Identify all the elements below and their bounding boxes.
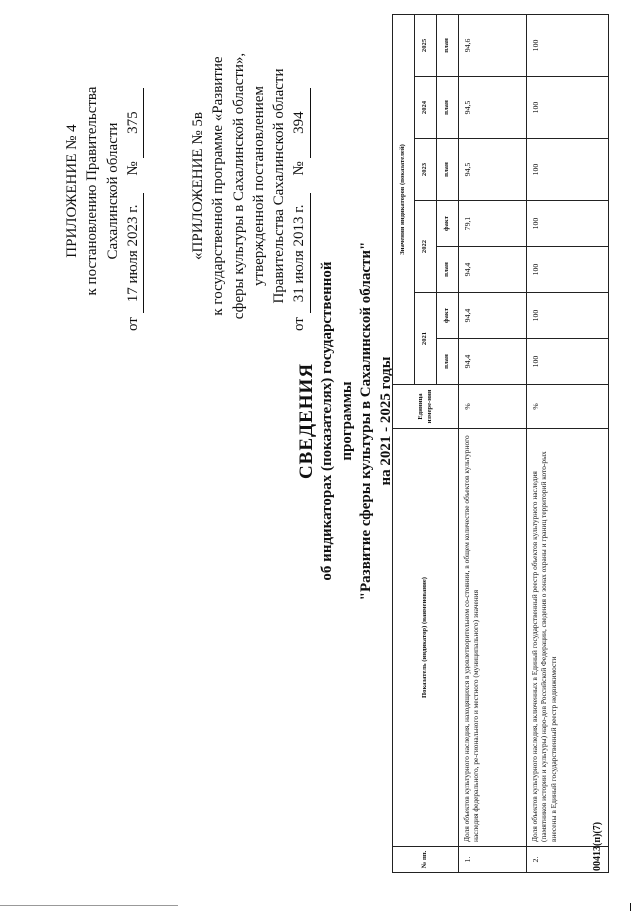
header-plan-2021: план bbox=[437, 339, 459, 385]
row-plan-2025: 94,6 bbox=[459, 14, 527, 76]
table-row bbox=[527, 14, 609, 872]
row-fact-2022: 100 bbox=[527, 201, 609, 247]
row-num: 1. bbox=[459, 847, 527, 873]
row-plan-2023: 94,5 bbox=[459, 139, 527, 201]
header-plan-2023: план bbox=[437, 139, 459, 201]
page-edge-mark bbox=[630, 903, 631, 911]
header-plan-2024: план bbox=[437, 77, 459, 139]
row-plan-2024: 94,5 bbox=[459, 77, 527, 139]
header-plan-2025: план bbox=[437, 14, 459, 76]
appendix-5-no-label: № bbox=[291, 161, 308, 176]
appendix-4-date-line bbox=[123, 51, 144, 331]
row-unit: % bbox=[459, 385, 527, 429]
appendix-5-number: 394 bbox=[289, 88, 310, 158]
row-fact-2021: 94,4 bbox=[459, 293, 527, 339]
appendix-4-line1: к постановлению Правительства bbox=[84, 86, 101, 296]
appendix-5-line4: Правительства Сахалинской области bbox=[271, 68, 287, 304]
appendix-4-line2: Сахалинской области bbox=[104, 122, 121, 260]
row-plan-2024: 100 bbox=[527, 77, 609, 139]
appendix-5-line3: утвержденной постановлением bbox=[250, 86, 267, 286]
header-num: № пп. bbox=[393, 847, 459, 873]
header-fact-2022: факт bbox=[437, 201, 459, 247]
row-unit: % bbox=[527, 385, 609, 429]
table-row bbox=[459, 14, 527, 872]
row-num: 2. bbox=[527, 847, 609, 873]
header-fact-2021: факт bbox=[437, 293, 459, 339]
header-year-2024: 2024 bbox=[415, 77, 437, 139]
appendix-4-date: 17 июля 2023 г. bbox=[123, 193, 144, 313]
header-year-2022: 2022 bbox=[415, 201, 437, 293]
appendix-5-block bbox=[188, 41, 311, 331]
appendix-5-title: «ПРИЛОЖЕНИЕ № 5в bbox=[190, 112, 206, 260]
header-unit: Единица измере-ния bbox=[393, 385, 459, 429]
row-fact-2022: 79,1 bbox=[459, 201, 527, 247]
appendix-5-line1: к государственной программе «Развитие bbox=[210, 56, 227, 316]
appendix-5-from-label: от bbox=[291, 317, 308, 331]
header-plan-2022: план bbox=[437, 247, 459, 293]
appendix-4-from-label: от bbox=[124, 317, 141, 331]
appendix-4-block bbox=[62, 51, 144, 331]
scan-edge-line bbox=[0, 905, 178, 906]
header-year-2021: 2021 bbox=[415, 293, 437, 385]
row-plan-2021: 100 bbox=[527, 339, 609, 385]
row-indicator-name: Доля объектов культурного наследия, включенных в Единый государственный реестр объектов культурного наследия (памятников истории и культуры) наро-дов Российской Федерации, сведения о зонах охраны и границ территорий кото-рых внесены в Единый государственный реестр недвижимости bbox=[527, 429, 609, 847]
header-values: Значения индикаторов (показателей) bbox=[393, 14, 415, 384]
header-year-2023: 2023 bbox=[415, 139, 437, 201]
heading-title: СВЕДЕНИЯ bbox=[296, 362, 317, 480]
row-indicator-name: Доля объектов культурного наследия, находящихся в удовлетворительном со-стоянии, в общем количестве объектов культурного наследия федерального, ре-гионального и местного (муниципального) значения bbox=[459, 429, 527, 847]
row-plan-2023: 100 bbox=[527, 139, 609, 201]
heading-line3: на 2021 - 2025 годы bbox=[377, 356, 394, 486]
appendix-4-title: ПРИЛОЖЕНИЕ № 4 bbox=[64, 124, 80, 258]
indicators-table bbox=[392, 14, 609, 873]
row-plan-2021: 94,4 bbox=[459, 339, 527, 385]
header-year-2025: 2025 bbox=[415, 14, 437, 76]
row-fact-2021: 100 bbox=[527, 293, 609, 339]
appendix-5-line2: сферы культуры в Сахалинской области», bbox=[230, 52, 247, 320]
appendix-4-number: 375 bbox=[123, 88, 144, 158]
footer-code: 00413(п)(7) bbox=[592, 821, 603, 871]
heading-line2: "Развитие сферы культуры в Сахалинской области" bbox=[358, 241, 374, 601]
document-heading bbox=[296, 231, 396, 611]
header-indicator: Показатель (индикатор) (наименование) bbox=[393, 429, 459, 847]
appendix-4-no-label: № bbox=[124, 161, 141, 176]
row-plan-2025: 100 bbox=[527, 14, 609, 76]
heading-line1: об индикаторах (показателях) государственной программы bbox=[319, 261, 355, 581]
row-plan-2022: 94,4 bbox=[459, 247, 527, 293]
row-plan-2022: 100 bbox=[527, 247, 609, 293]
appendix-5-date: 31 июля 2013 г. bbox=[289, 193, 310, 313]
